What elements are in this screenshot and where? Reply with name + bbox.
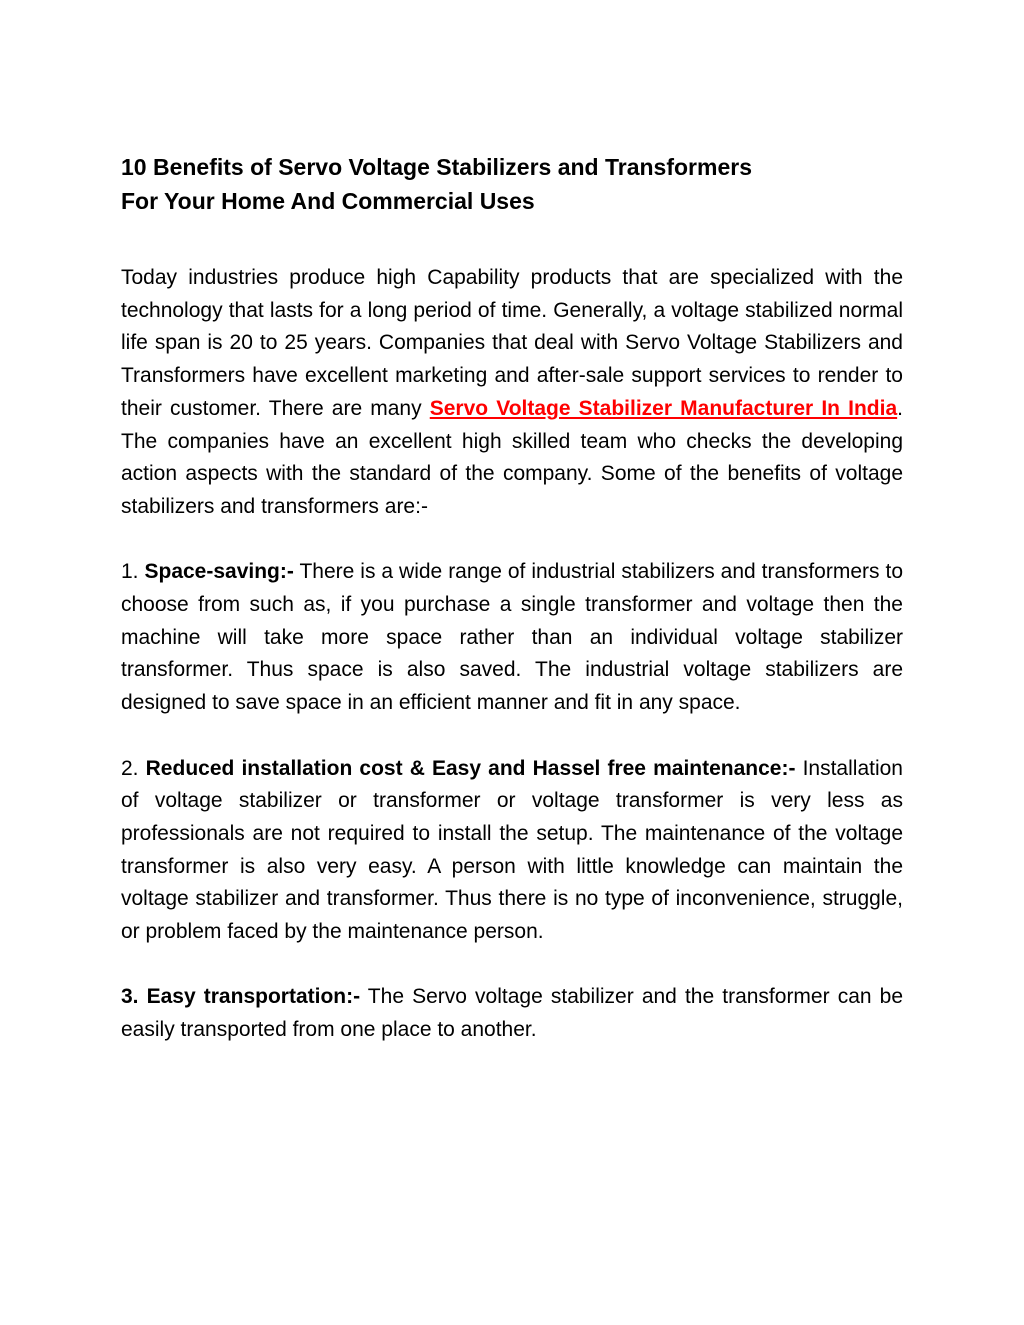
document-title: [121, 150, 903, 218]
intro-text-before-link: Today industries produce high Capability products that are specialized with the technology that lasts for a long period of time. Generally, a voltage stabilized normal life span is 20 to 25 years. Companies that deal with Servo Voltage Stabilizers and Transformers have excellent marketing and after-sale support services to render to their customer. There are many: [121, 266, 903, 420]
benefit-number: 2.: [121, 756, 146, 780]
title-line-2: For Your Home And Commercial Uses: [121, 188, 535, 214]
title-line-1: 10 Benefits of Servo Voltage Stabilizers and Transformers: [121, 154, 752, 180]
benefit-number: 1.: [121, 560, 145, 584]
benefit-item-2: [121, 753, 903, 949]
benefit-body: Installation of voltage stabilizer or transformer or voltage transformer is very less as professionals are not required to install the setup. The maintenance of the voltage transformer is also very easy. A person with little knowledge can maintain the voltage stabilizer and transformer. Thus there is no type of inconvenience, struggle, or problem faced by the maintenance person.: [121, 756, 903, 944]
benefit-heading: Space-saving:-: [144, 560, 294, 584]
intro-paragraph: [121, 262, 903, 524]
benefit-heading: Easy transportation:-: [146, 985, 361, 1009]
benefit-item-1: [121, 556, 903, 720]
document-page: [121, 150, 903, 1047]
benefit-heading: Reduced installation cost & Easy and Hassel free maintenance:-: [145, 756, 796, 780]
benefit-item-3: [121, 981, 903, 1046]
benefit-body: There is a wide range of industrial stabilizers and transformers to choose from such as, if you purchase a single transformer and voltage then the machine will take more space rather than an individual voltage stabilizer transformer. Thus space is also saved. The industrial voltage stabilizers are designed to save space in an efficient manner and fit in any space.: [121, 560, 903, 715]
intro-text-after-link: . The companies have an excellent high skilled team who checks the developing action aspects with the standard of the company. Some of the benefits of voltage stabilizers and transformers are:-: [121, 396, 903, 518]
benefit-number: 3.: [121, 985, 147, 1009]
benefit-body: The Servo voltage stabilizer and the transformer can be easily transported from one place to another.: [121, 985, 904, 1042]
manufacturer-link[interactable]: Servo Voltage Stabilizer Manufacturer In India: [429, 396, 898, 420]
